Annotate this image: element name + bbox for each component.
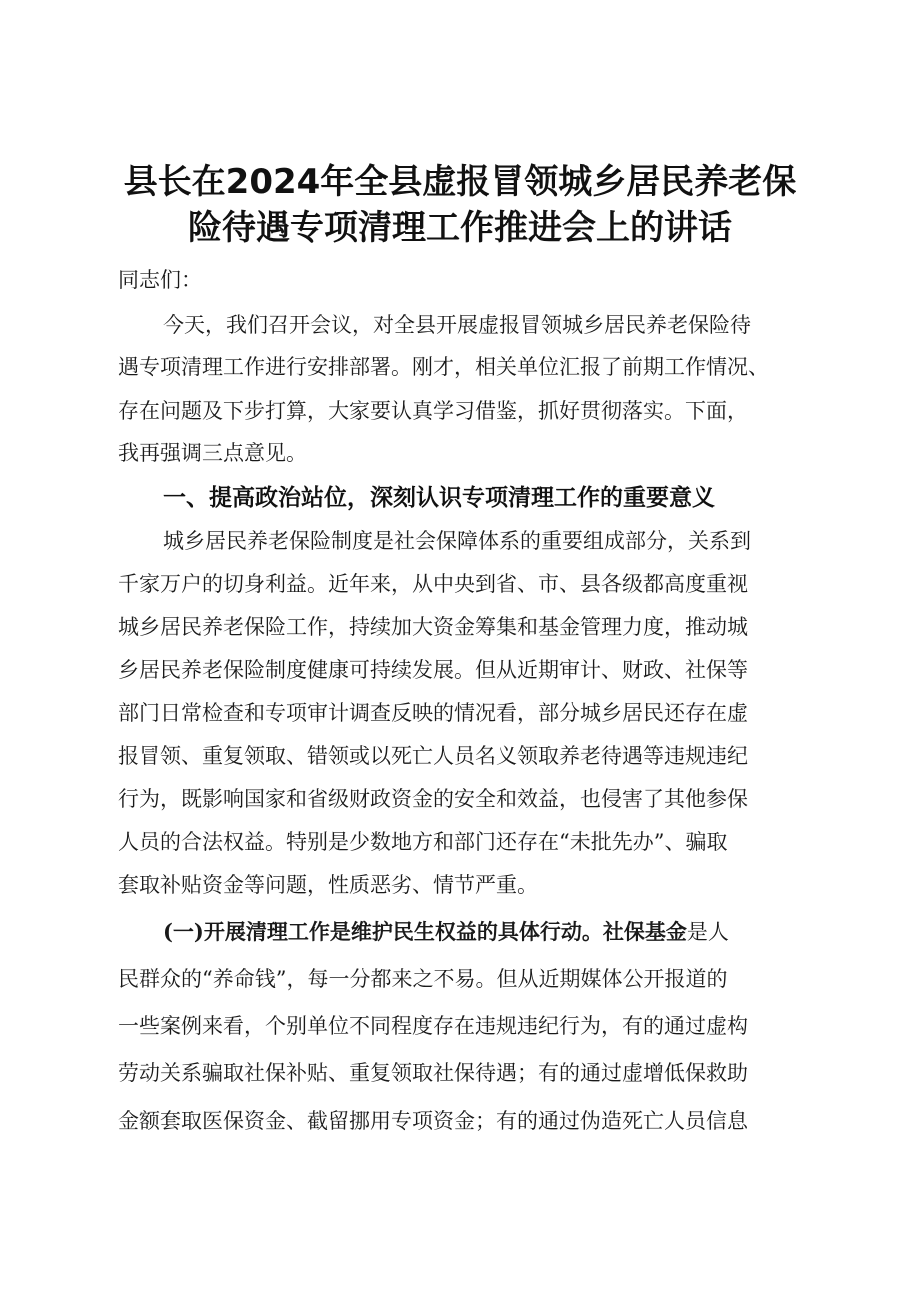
section-1-line-3: 城乡居民养老保险工作，持续加大资金筹集和基金管理力度，推动城 [118, 615, 748, 639]
section-1-line-2: 千家万户的切身利益。近年来，从中央到省、市、县各级都高度重视 [118, 572, 748, 596]
section-1-line-5: 部门日常检查和专项审计调查反映的情况看，部分城乡居民还存在虚 [118, 701, 748, 725]
section-1-line-6: 报冒领、重复领取、错领或以死亡人员名义领取养老待遇等违规违纪 [118, 744, 748, 768]
section-1-heading: 一、提高政治站位，深刻认识专项清理工作的重要意义 [163, 485, 715, 511]
intro-line-1: 今天，我们召开会议，对全县开展虚报冒领城乡居民养老保险待 [163, 313, 751, 337]
subsection-1-line-5: 金额套取医保资金、截留挪用专项资金；有的通过伪造死亡人员信息 [118, 1109, 748, 1133]
subsection-1-line-3: 一些案例来看，个别单位不同程度存在违规违纪行为，有的通过虚构 [118, 1014, 748, 1038]
subsection-1-rest: 是人 [686, 920, 729, 944]
document-title-line-1: 县长在2024年全县虚报冒领城乡居民养老保 [123, 162, 797, 202]
section-1-line-7: 行为，既影响国家和省级财政资金的安全和效益，也侵害了其他参保 [118, 787, 748, 811]
section-1-line-4: 乡居民养老保险制度健康可持续发展。但从近期审计、财政、社保等 [118, 658, 748, 682]
subsection-1-bold-lead: (一)开展清理工作是维护民生权益的具体行动。社保基金 [163, 919, 687, 944]
intro-line-4: 我再强调三点意见。 [118, 441, 307, 465]
intro-line-3: 存在问题及下步打算，大家要认真学习借鉴，抓好贯彻落实。下面， [118, 399, 748, 423]
subsection-1-line-4: 劳动关系骗取社保补贴、重复领取社保待遇；有的通过虚增低保救助 [118, 1061, 748, 1085]
intro-line-2: 遇专项清理工作进行安排部署。刚才，相关单位汇报了前期工作情况、 [118, 355, 769, 379]
document-title-line-2: 险待遇专项清理工作推进会上的讲话 [188, 208, 732, 248]
subsection-1-line-1 [163, 917, 729, 947]
salutation: 同志们： [118, 268, 202, 292]
section-1-line-9: 套取补贴资金等问题，性质恶劣、情节严重。 [118, 873, 538, 897]
subsection-1-line-2: 民群众的“养命钱”，每一分都来之不易。但从近期媒体公开报道的 [118, 967, 728, 991]
section-1-line-1: 城乡居民养老保险制度是社会保障体系的重要组成部分，关系到 [163, 529, 751, 553]
section-1-line-8: 人员的合法权益。特别是少数地方和部门还存在“未批先办”、骗取 [118, 830, 728, 854]
